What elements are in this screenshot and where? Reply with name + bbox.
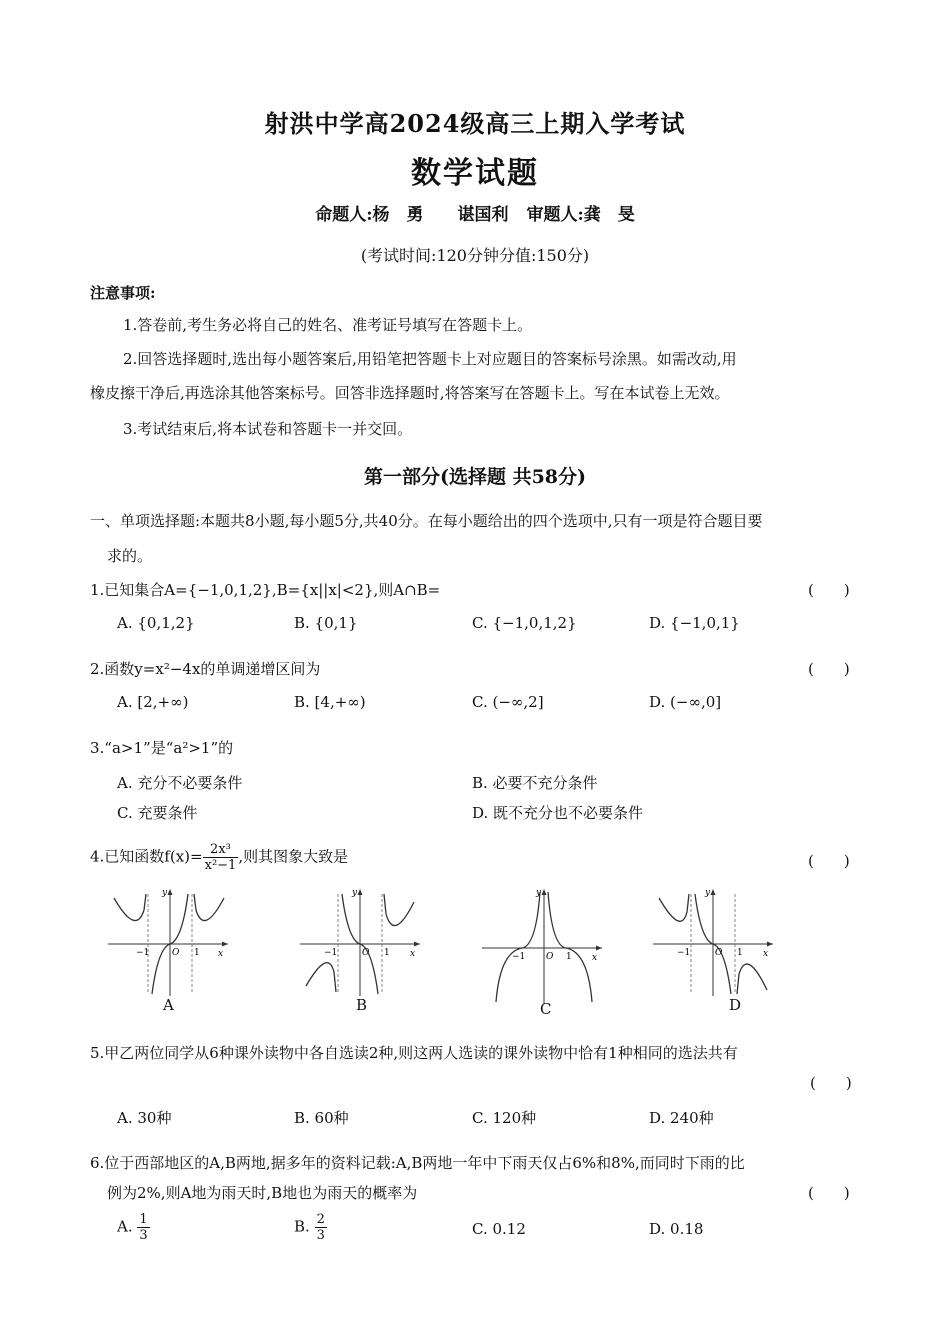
q1-option-b: B. {0,1} [294,614,358,632]
q6-option-b [294,1212,327,1243]
notice-item-2-line1: 2.回答选择题时,选出每小题答案后,用铅笔把答题卡上对应题目的答案标号涂黑。如需改动,用 [123,350,737,368]
q4a-axis-x: x [218,949,224,959]
q4c-axis-y: y [536,888,542,898]
q6-option-a-fraction [137,1212,149,1243]
q3-option-a: A. 充分不必要条件 [117,774,243,792]
exam-title: 射洪中学高2024级高三上期入学考试 [264,109,686,138]
q4-graph-c [482,886,607,1006]
q4d-axis-x: x [763,949,769,959]
q4-frac-den: x²−1 [204,858,237,873]
notice-heading: 注意事项: [90,284,156,302]
q2-answer-paren: ( ) [808,660,850,678]
q4d-tick-neg: −1 [677,948,691,958]
q4-fraction [203,842,239,873]
q4a-axis-y: y [162,888,168,898]
q6a-den: 3 [139,1228,148,1243]
q4b-axis-y: y [352,888,358,898]
q4b-tick-neg: −1 [324,948,338,958]
subject-title: 数学试题 [411,156,539,191]
q4-stem [90,842,348,873]
q4-stem-prefix: 4.已知函数f(x)= [90,847,203,866]
q4-graph-a [108,886,233,998]
q5-answer-paren: ( ) [810,1074,852,1092]
section-instructions-line2: 求的。 [107,547,153,565]
q6-option-b-fraction [315,1212,327,1243]
authors-line [0,200,950,225]
q2-stem: 2.函数y=x²−4x的单调递增区间为 [90,660,321,678]
q4-graph-b-label: B [356,996,368,1014]
notice-item-3: 3.考试结束后,将本试卷和答题卡一并交回。 [123,420,413,438]
notice-item-2-line2: 橡皮擦干净后,再选涂其他答案标号。回答非选择题时,将答案写在答题卡上。写在本试卷上无效。 [90,384,730,402]
q6-option-d: D. 0.18 [649,1220,704,1238]
q2-option-b: B. [4,+∞) [294,693,366,711]
q6b-num: 2 [316,1212,325,1227]
q6-option-a [117,1212,150,1243]
q6b-den: 3 [316,1228,325,1243]
q4c-origin: O [546,952,554,962]
q3-option-b: B. 必要不充分条件 [472,774,598,792]
q4d-origin: O [715,948,723,958]
section-instructions-line1: 一、单项选择题:本题共8小题,每小题5分,共40分。在每小题给出的四个选项中,只有一项是符合题目要 [90,512,763,530]
q4-graph-d-label: D [729,996,742,1014]
q4-graph-b [300,886,425,998]
q4c-tick-neg: −1 [512,952,526,962]
setters: 命题人:杨 勇 谌国利 [315,205,509,225]
q5-stem: 5.甲乙两位同学从6种课外读物中各自选读2种,则这两人选读的课外读物中恰有1种相同的选法共有 [90,1044,738,1062]
q2-option-c: C. (−∞,2] [472,693,544,711]
q4b-tick-pos: 1 [384,948,390,958]
q4a-origin: O [172,948,180,958]
q4-graph-a-label: A [163,996,174,1014]
q6-option-c: C. 0.12 [472,1220,526,1238]
q4-graph-d [653,886,778,998]
q5-option-b: B. 60种 [294,1109,349,1127]
q4a-tick-pos: 1 [194,948,200,958]
q4-graph-c-label: C [540,1000,552,1018]
q4-stem-suffix: ,则其图象大致是 [238,847,349,866]
q1-answer-paren: ( ) [808,581,850,599]
reviewer: 审题人:龚 旻 [526,205,635,225]
q4d-axis-y: y [705,888,711,898]
q4b-origin: O [362,948,370,958]
q4-answer-paren: ( ) [808,852,850,870]
q4c-tick-pos: 1 [566,952,572,962]
q3-option-c: C. 充要条件 [117,804,198,822]
notice-item-1: 1.答卷前,考生务必将自己的姓名、准考证号填写在答题卡上。 [123,316,533,334]
q3-stem: 3.“a>1”是“a²>1”的 [90,739,234,757]
q1-stem: 1.已知集合A={−1,0,1,2},B={x||x|<2},则A∩B= [90,581,441,599]
q3-option-d: D. 既不充分也不必要条件 [472,804,644,822]
q2-option-d: D. (−∞,0] [649,693,722,711]
q6-option-a-label: A. [117,1217,133,1236]
q1-option-d: D. {−1,0,1} [649,614,740,632]
q4b-axis-x: x [410,949,416,959]
q1-option-a: A. {0,1,2} [117,614,195,632]
q5-option-a: A. 30种 [117,1109,172,1127]
q4-frac-num: 2x³ [203,842,239,858]
q6-answer-paren: ( ) [808,1184,850,1202]
q5-option-c: C. 120种 [472,1109,537,1127]
q2-option-a: A. [2,+∞) [117,693,189,711]
section-title: 第一部分(选择题 共58分) [363,466,587,488]
q4a-tick-neg: −1 [136,948,150,958]
q1-option-c: C. {−1,0,1,2} [472,614,577,632]
q6-stem-line1: 6.位于西部地区的A,B两地,据多年的资料记载:A,B两地一年中下雨天仅占6%和8%,而同时下雨的比 [90,1154,745,1172]
q6-stem-line2: 例为2%,则A地为雨天时,B地也为雨天的概率为 [107,1184,418,1202]
q4d-tick-pos: 1 [737,948,743,958]
time-info: (考试时间:120分钟分值:150分) [360,246,590,265]
q6a-num: 1 [139,1212,148,1227]
q5-option-d: D. 240种 [649,1109,714,1127]
q4c-axis-x: x [592,953,598,963]
q6-option-b-label: B. [294,1217,310,1236]
